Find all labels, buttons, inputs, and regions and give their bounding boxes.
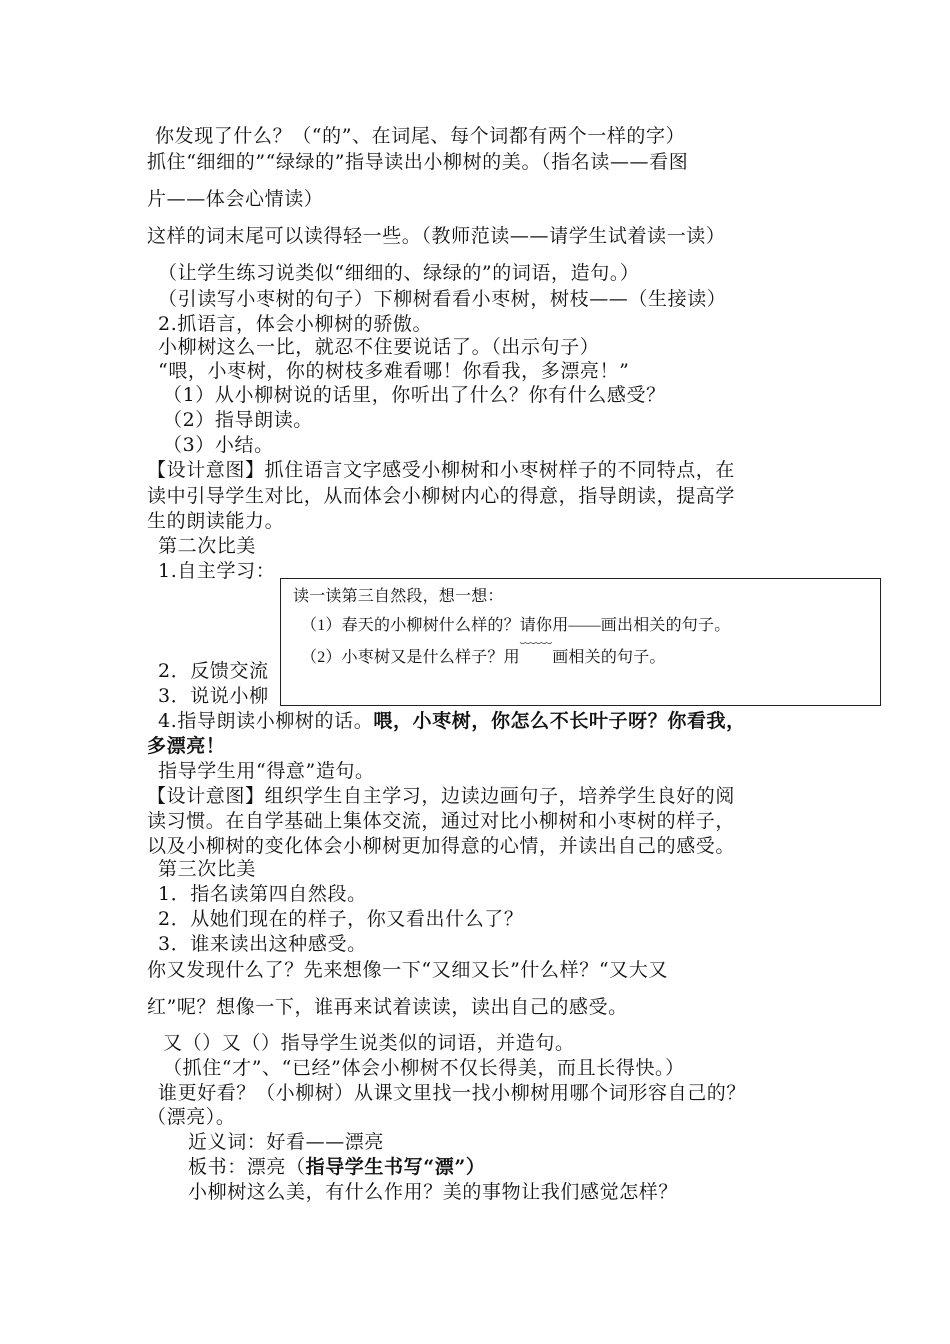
text-line: 【设计意图】抓住语言文字感受小柳树和小枣树样子的不同特点，在 bbox=[147, 459, 736, 481]
text-line: 读习惯。在自学基础上集体交流，通过对比小柳树和小枣树的样子， bbox=[147, 810, 736, 832]
box-question-1: （1）春天的小柳树什么样的？请你用——画出相关的句子。 bbox=[301, 617, 731, 634]
text-line: 小柳树这么美，有什么作用？美的事物让我们感觉怎样？ bbox=[188, 1181, 679, 1203]
text-line bbox=[158, 709, 746, 733]
wavy-line-mark: ﹋﹋ bbox=[519, 643, 553, 660]
text-line: 2.抓语言，体会小柳树的骄傲。 bbox=[158, 313, 433, 335]
box-title: 读一读第三自然段，想一想： bbox=[293, 588, 504, 605]
section-heading: 第三次比美 bbox=[158, 858, 257, 880]
bold-quote-continued: 多漂亮！ bbox=[147, 735, 226, 757]
text-line: （2）指导朗读。 bbox=[163, 409, 313, 431]
text-line: 3．谁来读出这种感受。 bbox=[158, 933, 367, 955]
text-line: 谁更好看？（小柳树）从课文里找一找小柳树用哪个词形容自己的？ bbox=[158, 1082, 747, 1104]
text-line: 小柳树这么一比，就忍不住要说话了。（出示句子） bbox=[158, 336, 600, 358]
text-line: （引读写小枣树的句子）下柳树看看小枣树，树枝——（生接读） bbox=[158, 288, 727, 310]
text-line: （抓住“才”、“已经”体会小柳树不仅长得美，而且长得快。） bbox=[163, 1057, 685, 1079]
text-line: 你发现了什么？（“的”、在词尾、每个词都有两个一样的字） bbox=[155, 125, 686, 147]
board-label: 板书：漂亮（ bbox=[188, 1156, 306, 1178]
box-question-2-text: （2）小枣树又是什么样子？用 bbox=[301, 649, 520, 666]
text-line: 以及小柳树的变化体会小柳树更加得意的心情，并读出自己的感受。 bbox=[147, 835, 736, 857]
text-line: 2．从她们现在的样子，你又看出什么了？ bbox=[158, 908, 524, 930]
bold-quote: 喂，小枣树，你怎么不长叶子呀？你看我， bbox=[373, 710, 746, 732]
bold-instruction: 指导学生书写“漂”） bbox=[305, 1156, 486, 1178]
text-line: 这样的词末尾可以读得轻一些。（教师范读——请学生试着读一读） bbox=[147, 225, 726, 247]
text-line: 1．指名读第四自然段。 bbox=[158, 883, 367, 905]
text-line: 3．说说小柳 bbox=[158, 685, 269, 707]
text-line: 你又发现什么了？先来想像一下“又细又长”什么样？“又大又 bbox=[147, 959, 668, 981]
self-study-box bbox=[280, 578, 881, 706]
text-line bbox=[188, 1155, 485, 1179]
text-line: 片——体会心情读） bbox=[147, 188, 324, 210]
text-line: 红”呢？想像一下，谁再来试着读读，读出自己的感受。 bbox=[147, 996, 628, 1018]
text-line: （让学生练习说类似“细细的、绿绿的”的词语，造句。） bbox=[158, 262, 640, 284]
box-question-2-end: 画相关的句子。 bbox=[552, 649, 666, 666]
text-line: 2．反馈交流 bbox=[158, 660, 269, 682]
text-line: 近义词：好看——漂亮 bbox=[188, 1131, 385, 1153]
box-question-2 bbox=[301, 643, 666, 669]
text-line: 读中引导学生对比，从而体会小柳树内心的得意，指导朗读，提高学 bbox=[147, 485, 736, 507]
text-line: 【设计意图】组织学生自主学习，边读边画句子，培养学生良好的阅 bbox=[147, 785, 736, 807]
text-line: 又（）又（）指导学生说类似的词语，并造句。 bbox=[163, 1032, 575, 1054]
text-line: 生的朗读能力。 bbox=[147, 510, 285, 532]
text-line: 指导学生用“得意”造句。 bbox=[158, 760, 375, 782]
section-heading: 第二次比美 bbox=[158, 535, 257, 557]
text-line: 抓住“细细的”“绿绿的”指导读出小柳树的美。（指名读——看图 bbox=[147, 151, 689, 173]
text-line: （1）从小柳树说的话里，你听出了什么？你有什么感受？ bbox=[163, 384, 666, 406]
instruction-text: 4.指导朗读小柳树的话。 bbox=[158, 710, 374, 732]
text-line: （3）小结。 bbox=[163, 434, 274, 456]
text-line: 1.自主学习： bbox=[158, 560, 276, 582]
text-line: （漂亮）。 bbox=[147, 1106, 236, 1128]
text-line: “喂，小枣树，你的树枝多难看哪！你看我，多漂亮！” bbox=[158, 360, 630, 382]
